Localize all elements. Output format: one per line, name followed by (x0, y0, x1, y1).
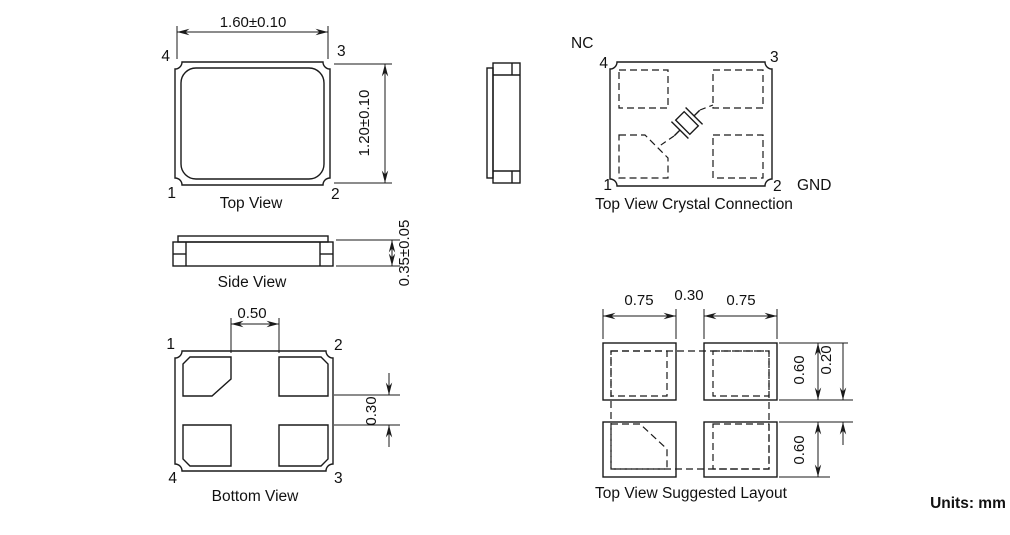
end-view (487, 63, 520, 183)
top-view-pin-4: 4 (161, 48, 170, 65)
layout-pad-height-bottom-dim: 0.60 (791, 435, 808, 465)
layout-pad-width-left-dim: 0.75 (624, 292, 654, 309)
units-label: Units: mm (930, 495, 1006, 512)
end-view-lid (487, 68, 493, 178)
crystal-connection-pin-2: 2 (773, 178, 782, 195)
crystal-connection-view (571, 35, 831, 213)
crystal-pad-4 (619, 70, 668, 108)
crystal-connection-title: Top View Crystal Connection (595, 196, 793, 213)
crystal-connection-outline (610, 62, 772, 186)
bottom-view-pin-2: 2 (334, 337, 343, 354)
crystal-pad-1 (619, 135, 668, 178)
top-view-pin-2: 2 (331, 186, 340, 203)
crystal-connection-pin-3: 3 (770, 49, 779, 66)
top-view-pin-1: 1 (167, 185, 176, 202)
bottom-view-pad-4 (183, 425, 231, 466)
crystal-connection-pin-1: 1 (603, 177, 612, 194)
layout-package-dashed-outline (611, 351, 769, 469)
layout-chip-pad-tr (713, 351, 769, 396)
bottom-view-row-gap-dim: 0.30 (363, 396, 380, 426)
crystal-lead (674, 130, 680, 136)
top-view-height-dim: 1.20±0.10 (356, 89, 373, 157)
bottom-view-package-outline (175, 351, 333, 471)
top-view-title: Top View (219, 195, 283, 212)
side-view-lid (178, 236, 328, 242)
layout-pad-width-right-dim: 0.75 (726, 292, 756, 309)
crystal-lead (694, 110, 700, 116)
layout-chip-pad-tl (611, 351, 667, 396)
bottom-view-gap-dim: 0.50 (237, 305, 267, 322)
suggested-layout-title: Top View Suggested Layout (595, 485, 787, 502)
bottom-view-pin-3: 3 (334, 470, 343, 487)
layout-pad-height-top-dim: 0.60 (791, 355, 808, 385)
layout-col-gap-dim: 0.30 (674, 287, 704, 304)
crystal-connection-pin-4: 4 (599, 55, 608, 72)
nc-label: NC (571, 35, 594, 52)
bottom-view-pad-3 (279, 425, 328, 466)
crystal-pad-3 (713, 70, 763, 108)
bottom-view-pad-1 (183, 357, 231, 396)
layout-chip-pad-br (713, 424, 769, 469)
side-view (173, 220, 413, 291)
side-view-height-dim: 0.35±0.05 (396, 219, 413, 287)
bottom-view (166, 305, 400, 505)
side-view-title: Side View (217, 274, 287, 291)
bottom-view-title: Bottom View (211, 488, 299, 505)
end-view-body (493, 63, 520, 183)
crystal-connection-wire (658, 136, 674, 147)
gnd-label: GND (797, 177, 832, 194)
suggested-layout-view (595, 287, 853, 502)
top-view-width-dim: 1.60±0.10 (219, 14, 287, 31)
crystal-connection-wire (700, 105, 713, 110)
bottom-view-pad-2 (279, 357, 328, 396)
top-view (161, 14, 392, 212)
top-view-pin-3: 3 (337, 43, 346, 60)
bottom-view-pin-1: 1 (166, 336, 175, 353)
bottom-view-pin-4: 4 (168, 470, 177, 487)
layout-row-gap-dim: 0.20 (818, 345, 835, 375)
side-view-body (173, 242, 333, 266)
top-view-package-outline (175, 62, 330, 185)
crystal-pad-2 (713, 135, 763, 178)
layout-chip-pad-bl (611, 424, 667, 469)
top-view-lid (181, 68, 324, 179)
